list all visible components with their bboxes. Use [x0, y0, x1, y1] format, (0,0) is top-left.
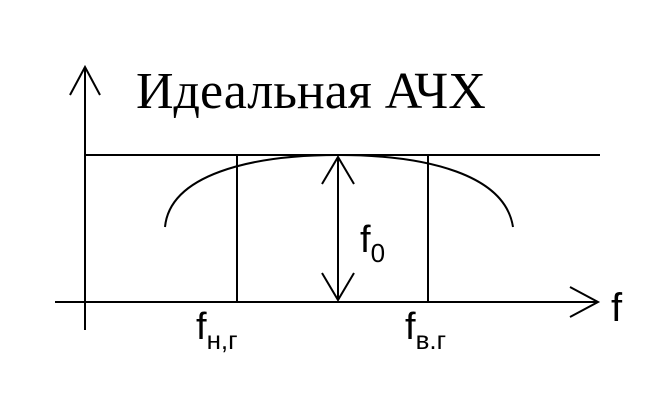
diagram-title: Идеальная АЧХ	[136, 63, 486, 120]
f-axis-label: f	[611, 286, 623, 330]
f0-label-sub: 0	[370, 238, 386, 268]
f-high-label-base: f	[405, 306, 416, 348]
f0-label-base: f	[360, 219, 371, 261]
f-low-label-base: f	[196, 306, 207, 348]
f-low-label	[196, 308, 238, 353]
f-high-label-sub: в.г	[415, 325, 447, 355]
f-high-label	[405, 308, 446, 353]
f-low-label-sub: н,г	[206, 325, 238, 355]
f0-label	[360, 221, 385, 266]
